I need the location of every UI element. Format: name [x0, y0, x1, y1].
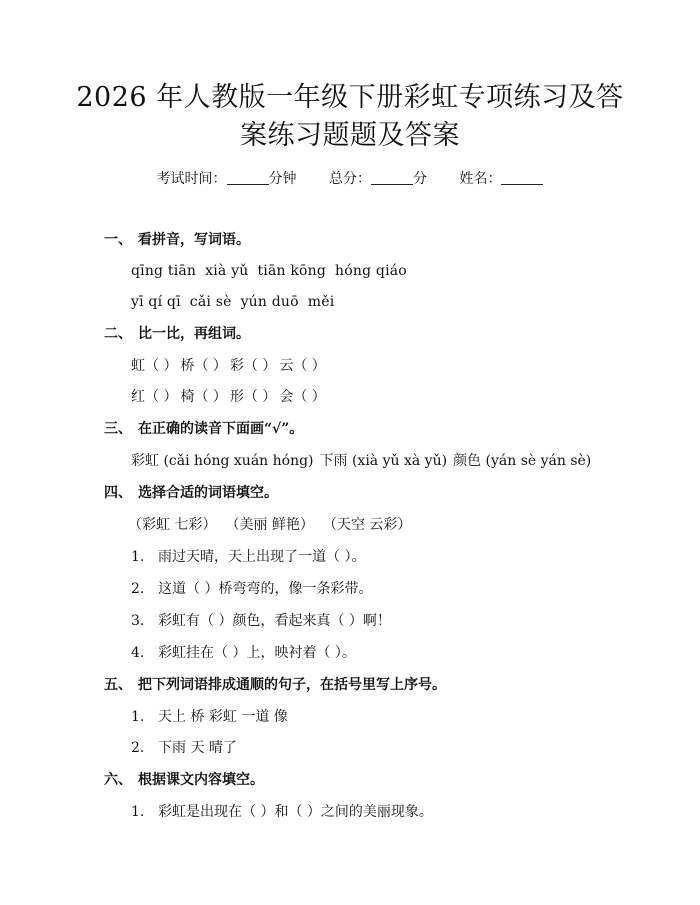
section-5-heading — [104, 674, 446, 696]
pinyin-item: yī qí qī — [131, 294, 181, 310]
char-compare-item: 桥（ ） — [180, 358, 227, 374]
exam-time-blank — [227, 170, 269, 185]
pinyin-item: měi — [307, 294, 335, 310]
section-2-row-2 — [131, 386, 329, 408]
section-4-heading — [104, 482, 278, 504]
word-option-group: （天空 云彩） — [329, 517, 412, 533]
pronunciation-choice: 彩虹 (cǎi hóng xuán hóng) — [131, 453, 314, 469]
char-compare-item: 云（ ） — [279, 358, 326, 374]
pinyin-item: qīng tiān — [131, 263, 197, 279]
pinyin-item: xià yǔ — [205, 263, 249, 279]
section-2-number: 二、 — [104, 326, 132, 342]
question-number: 1. — [131, 804, 145, 820]
char-compare-item: 形（ ） — [229, 389, 277, 405]
section-6-title: 根据课文内容填空。 — [138, 772, 264, 788]
document-title-line-2: 案练习题题及答案 — [240, 120, 460, 151]
char-compare-item: 椅（ ） — [180, 389, 227, 405]
section-6-question-1 — [131, 801, 433, 823]
question-text: 彩虹是出现在（ ）和（ ）之间的美丽现象。 — [158, 804, 433, 820]
pronunciation-choice: 下雨 (xià yǔ xà yǔ) — [319, 453, 448, 469]
question-text: 雨过天晴，天上出现了一道（ ）。 — [158, 549, 366, 565]
exam-time-unit: 分钟 — [268, 171, 297, 187]
pinyin-item: tiān kōng — [257, 263, 327, 279]
total-score-label: 总分： — [329, 171, 371, 187]
section-1-number: 一、 — [104, 232, 132, 248]
char-compare-item: 红（ ） — [131, 389, 178, 405]
section-5-question-1 — [131, 706, 288, 728]
section-4-title: 选择合适的词语填空。 — [138, 485, 278, 501]
section-4-question-2 — [131, 578, 372, 600]
student-name-field — [459, 171, 543, 187]
pronunciation-choice: 颜色 (yán sè yán sè) — [453, 453, 592, 469]
exam-time-label: 考试时间： — [156, 171, 227, 187]
section-3-number: 三、 — [104, 421, 132, 437]
section-4-number: 四、 — [104, 485, 132, 501]
question-number: 2. — [131, 740, 145, 756]
section-5-question-2 — [131, 737, 237, 759]
exam-time-field — [157, 171, 297, 187]
section-3-heading — [104, 418, 303, 440]
word-option-group: （美丽 鲜艳） — [232, 517, 314, 533]
char-compare-item: 会（ ） — [279, 389, 326, 405]
pinyin-item: cǎi sè — [189, 294, 232, 310]
student-name-label: 姓名： — [459, 171, 502, 187]
section-4-question-1 — [131, 546, 365, 568]
word-option-group: （彩虹 七彩） — [128, 517, 217, 533]
question-number: 3. — [131, 613, 145, 629]
question-text: 彩虹有（ ）颜色，看起来真（ ）啊！ — [158, 613, 391, 629]
section-4-word-options — [128, 514, 427, 536]
question-text: 彩虹挂在（ ）上，映衬着（ ）。 — [158, 645, 356, 661]
question-text: 下雨 天 晴了 — [158, 740, 237, 756]
section-2-heading — [104, 323, 250, 345]
char-compare-item: 虹（ ） — [131, 358, 178, 374]
section-1-title: 看拼音，写词语。 — [138, 232, 250, 248]
student-name-blank — [501, 170, 543, 185]
section-2-row-1 — [131, 355, 329, 377]
section-6-heading — [104, 769, 264, 791]
section-2-title: 比一比，再组词。 — [138, 326, 250, 342]
section-1-pinyin-row-2 — [131, 291, 343, 313]
document-title-line-1: 2026 年人教版一年级下册彩虹专项练习及答 — [76, 82, 624, 113]
section-5-title: 把下列词语排成通顺的句子，在括号里写上序号。 — [138, 677, 446, 693]
question-number: 2. — [131, 581, 145, 597]
question-number: 1. — [131, 709, 145, 725]
section-3-title: 在正确的读音下面画“√”。 — [138, 421, 304, 437]
question-number: 4. — [131, 645, 145, 661]
question-number: 1. — [131, 549, 145, 565]
char-compare-item: 彩（ ） — [229, 358, 277, 374]
section-4-question-3 — [131, 610, 391, 632]
total-score-field — [329, 171, 427, 187]
exam-info-bar — [0, 168, 700, 190]
section-3-row — [131, 450, 597, 472]
section-5-number: 五、 — [104, 677, 132, 693]
section-4-question-4 — [131, 642, 356, 664]
section-6-number: 六、 — [104, 772, 132, 788]
total-score-blank — [371, 170, 413, 185]
section-1-pinyin-row-1 — [131, 260, 416, 282]
pinyin-item: hóng qiáo — [335, 263, 407, 279]
section-1-heading — [104, 229, 250, 251]
total-score-unit: 分 — [413, 171, 427, 187]
pinyin-item: yún duō — [240, 294, 299, 310]
question-text: 这道（ ）桥弯弯的，像一条彩带。 — [158, 581, 373, 597]
question-text: 天上 桥 彩虹 一道 像 — [158, 709, 288, 725]
